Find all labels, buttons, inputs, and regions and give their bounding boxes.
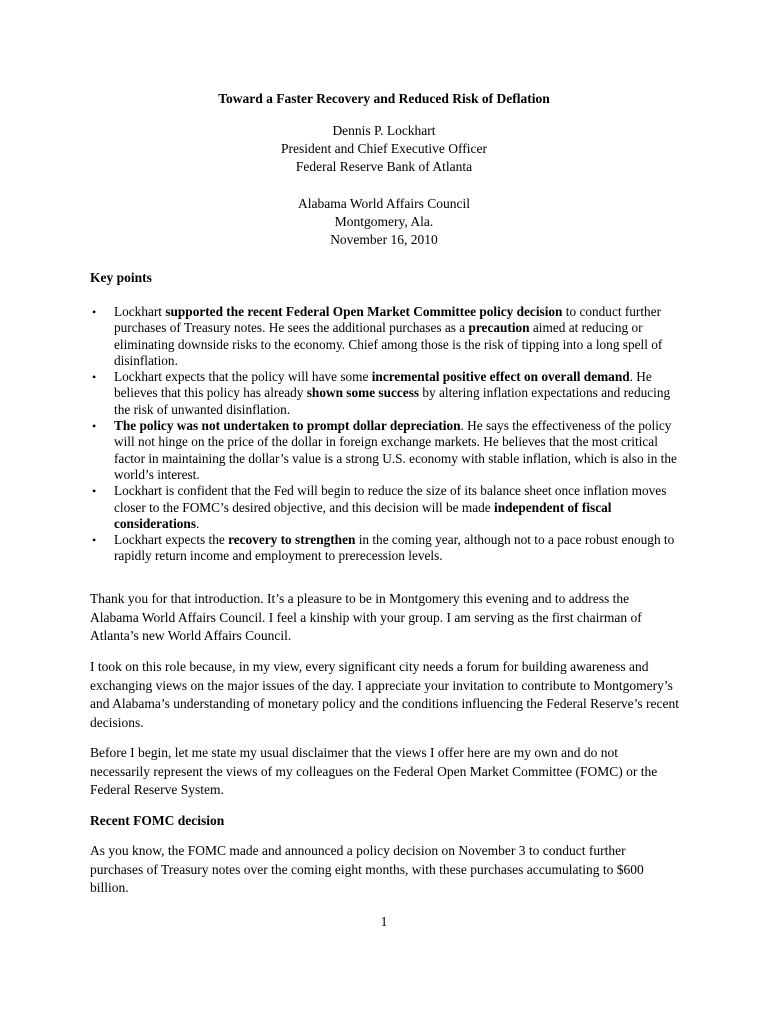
author-position: President and Chief Executive Officer xyxy=(281,141,487,156)
document-title: Toward a Faster Recovery and Reduced Risk of Deflation xyxy=(218,91,550,106)
paragraph-introduction: Thank you for that introduction. It’s a pleasure to be in Montgomery this evening and to address the Alabama World Affairs Council. I feel a kinship with your group. I am serving as the first chairman of Atlanta’s new World Affairs Council. xyxy=(90,591,642,643)
paragraph-role: I took on this role because, in my view, every significant city needs a forum for building awareness and exchanging views on the major issues of the day. I appreciate your invitation to contribute to Montgomery’s and Alabama’s understanding of monetary policy and the conditions influencing the Federal Reserve’s recent decisions. xyxy=(90,659,679,730)
section-heading: Recent FOMC decision xyxy=(90,813,225,828)
event-location: Montgomery, Ala. xyxy=(334,214,434,229)
key-point-item xyxy=(90,483,682,532)
paragraph-fomc-decision: As you know, the FOMC made and announced a policy decision on November 3 to conduct further purchases of Treasury notes over the coming eight months, with these purchases accumulating to $600 billion. xyxy=(90,843,644,895)
key-point-emphasis: precaution xyxy=(468,320,530,336)
key-point-emphasis: supported the recent Federal Open Market Committee policy decision xyxy=(165,304,563,319)
key-point-emphasis: independent of fiscal considerations xyxy=(114,499,612,531)
key-point-emphasis: incremental positive effect on overall demand xyxy=(371,369,630,385)
key-point-item xyxy=(90,369,682,418)
author-name: Dennis P. Lockhart xyxy=(332,123,436,138)
key-point-text: by altering inflation expectations and reducing the risk of unwanted disinflation. xyxy=(114,385,671,417)
key-point-text: Lockhart expects the xyxy=(114,532,229,548)
event-date: November 16, 2010 xyxy=(330,232,438,247)
key-point-emphasis: The policy was not undertaken to prompt dollar depreciation xyxy=(114,418,461,434)
key-point-item xyxy=(90,418,682,483)
author-organization: Federal Reserve Bank of Atlanta xyxy=(295,159,473,174)
page-number: 1 xyxy=(380,914,388,929)
key-point-text: in the coming year, although not to a pace robust enough to rapidly return income and employment to prerecession levels. xyxy=(114,532,675,564)
key-point-text: Lockhart is confident that the Fed will begin to reduce the size of its balance sheet once inflation moves closer to the FOMC’s desired objective, and this decision will be made xyxy=(114,483,667,515)
key-point-item xyxy=(90,532,682,565)
bullet-icon: • xyxy=(92,370,97,385)
key-point-text: . xyxy=(196,515,200,531)
key-point-text: Lockhart expects that the policy will have some xyxy=(114,369,372,385)
key-point-text: aimed at reducing or eliminating downside risks to the economy. Chief among those is the risk of tipping into a long spell of disinflation. xyxy=(114,320,663,368)
bullet-icon: • xyxy=(92,305,97,319)
key-point-emphasis: recovery to strengthen xyxy=(228,532,356,548)
author-block xyxy=(0,122,768,176)
bullet-icon: • xyxy=(92,484,97,499)
key-point-text: . He says the effectiveness of the policy will not hinge on the price of the dollar in foreign exchange markets. He believes that the most critical factor in maintaining the dollar’s value is a strong U.S. economy with stable inflation, which is also in the world’s interest. xyxy=(114,418,677,482)
key-point-text: to conduct further purchases of Treasury notes. He sees the additional purchases as a xyxy=(114,304,662,336)
event-block xyxy=(0,195,768,249)
paragraph-disclaimer: Before I begin, let me state my usual disclaimer that the views I offer here are my own and do not necessarily represent the views of my colleagues on the Federal Open Market Committee (FOMC) or the Federal Reserve System. xyxy=(90,745,658,797)
key-points-list xyxy=(90,304,682,565)
key-point-emphasis: shown some success xyxy=(306,385,420,401)
bullet-icon: • xyxy=(92,533,97,548)
key-point-item xyxy=(90,304,682,369)
key-point-text: Lockhart xyxy=(114,304,166,319)
key-points-heading: Key points xyxy=(90,270,152,285)
bullet-icon: • xyxy=(92,419,97,434)
key-point-text: . He believes that this policy has already xyxy=(114,369,652,401)
event-host: Alabama World Affairs Council xyxy=(297,196,470,211)
